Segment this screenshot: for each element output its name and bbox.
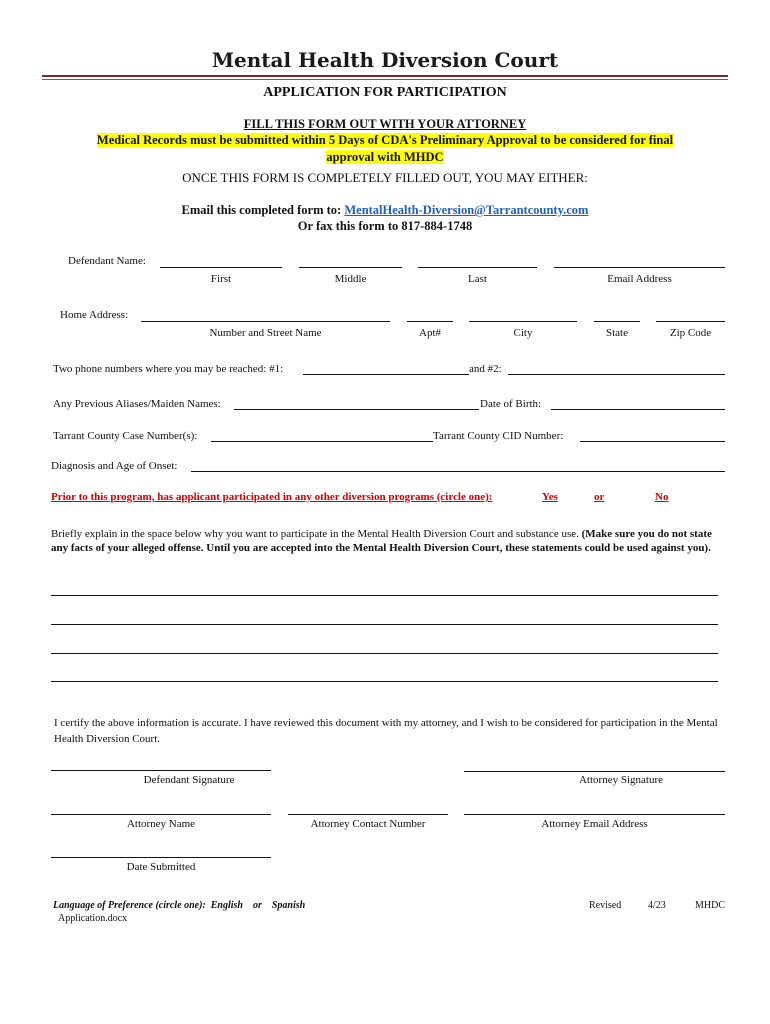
phone2-field[interactable] (508, 374, 725, 375)
diagnosis-label: Diagnosis and Age of Onset: (51, 460, 178, 472)
street-field[interactable] (141, 321, 390, 322)
zip-caption: Zip Code (669, 327, 712, 339)
city-caption: City (513, 327, 533, 339)
defendant-signature-field[interactable] (51, 770, 271, 771)
cid-label: Tarrant County CID Number: (433, 430, 564, 442)
explain-line-1[interactable] (51, 595, 718, 596)
attorney-name-field[interactable] (51, 814, 271, 815)
last-caption: Last (468, 273, 487, 285)
certification-text: I certify the above information is accurate. I have reviewed this document with my attorney, and I wish to be considered for participation in the Mental Health Diversion Court. (54, 717, 718, 745)
home-address-label: Home Address: (60, 309, 129, 321)
prior-yes-option[interactable]: Yes (542, 491, 558, 503)
file-name: Application.docx (58, 913, 128, 924)
explain-line-3[interactable] (51, 653, 718, 654)
email-address-field[interactable] (554, 267, 725, 268)
dob-label: Date of Birth: (480, 398, 542, 410)
attorney-name-caption: Attorney Name (126, 818, 196, 830)
last-name-field[interactable] (418, 267, 537, 268)
fax-instruction: Or fax this form to 817-884-1748 (297, 219, 473, 233)
phone2-label: and #2: (469, 363, 502, 375)
email-instruction (0, 203, 770, 218)
apt-field[interactable] (407, 321, 453, 322)
zip-field[interactable] (656, 321, 725, 322)
medical-notice-line2 (0, 150, 770, 165)
state-field[interactable] (594, 321, 640, 322)
form-code: MHDC (695, 900, 726, 911)
first-caption: First (210, 273, 232, 285)
explain-line-2[interactable] (51, 624, 718, 625)
form-subtitle: APPLICATION FOR PARTICIPATION (263, 85, 507, 100)
explain-text: Briefly explain in the space below why you want to participate in the Mental Health Diversion Court and substance use. (51, 528, 582, 540)
revised-date: 4/23 (648, 900, 666, 911)
attorney-contact-caption: Attorney Contact Number (310, 818, 426, 830)
street-caption: Number and Street Name (209, 327, 322, 339)
attorney-email-field[interactable] (464, 814, 725, 815)
case-number-field[interactable] (211, 441, 433, 442)
fill-notice: FILL THIS FORM OUT WITH YOUR ATTORNEY (243, 117, 527, 131)
phone-label: Two phone numbers where you may be reached: #1: (53, 363, 284, 375)
dob-field[interactable] (551, 409, 725, 410)
aliases-label: Any Previous Aliases/Maiden Names: (53, 398, 221, 410)
explain-warning: (Make sure you do not state any facts of your alleged offense. Until you are accepted into the Mental Health Diversion Court, these statements could be used against you). (51, 528, 712, 554)
page-title: Mental Health Diversion Court (211, 48, 559, 72)
aliases-field[interactable] (234, 409, 479, 410)
medical-notice-text2: approval with MHDC (326, 150, 444, 164)
email-caption: Email Address (607, 273, 672, 285)
attorney-contact-field[interactable] (288, 814, 448, 815)
cid-field[interactable] (580, 441, 725, 442)
email-link[interactable]: MentalHealth-Diversion@Tarrantcounty.com (344, 203, 589, 217)
title-rule (42, 75, 728, 77)
explain-instructions (51, 527, 723, 555)
medical-notice-line1 (0, 133, 770, 148)
medical-notice-text1: Medical Records must be submitted within 5 Days of CDA's Preliminary Approval to be considered for final (96, 133, 674, 147)
title-rule-thin (42, 79, 728, 80)
attorney-email-caption: Attorney Email Address (541, 818, 648, 830)
case-number-label: Tarrant County Case Number(s): (53, 430, 198, 442)
middle-caption: Middle (334, 273, 367, 285)
first-name-field[interactable] (160, 267, 282, 268)
email-prefix: Email this completed form to: (181, 203, 342, 217)
prior-or: or (594, 491, 605, 503)
apt-caption: Apt# (419, 327, 441, 339)
language-preference: Language of Preference (circle one): English or Spanish (53, 900, 306, 911)
explain-line-4[interactable] (51, 681, 718, 682)
attorney-signature-caption: Attorney Signature (578, 774, 663, 786)
revised-label: Revised (589, 900, 622, 911)
city-field[interactable] (469, 321, 577, 322)
attorney-signature-field[interactable] (464, 771, 725, 772)
middle-name-field[interactable] (299, 267, 402, 268)
state-caption: State (606, 327, 628, 339)
prior-no-option[interactable]: No (655, 491, 669, 503)
date-submitted-field[interactable] (51, 857, 271, 858)
defendant-signature-caption: Defendant Signature (143, 774, 235, 786)
diagnosis-field[interactable] (191, 471, 725, 472)
phone1-field[interactable] (303, 374, 469, 375)
defendant-name-label: Defendant Name: (68, 255, 146, 267)
prior-programs-question: Prior to this program, has applicant participated in any other diversion programs (circle one): (51, 491, 493, 503)
once-notice: ONCE THIS FORM IS COMPLETELY FILLED OUT, YOU MAY EITHER: (182, 170, 588, 185)
date-submitted-caption: Date Submitted (126, 861, 196, 873)
